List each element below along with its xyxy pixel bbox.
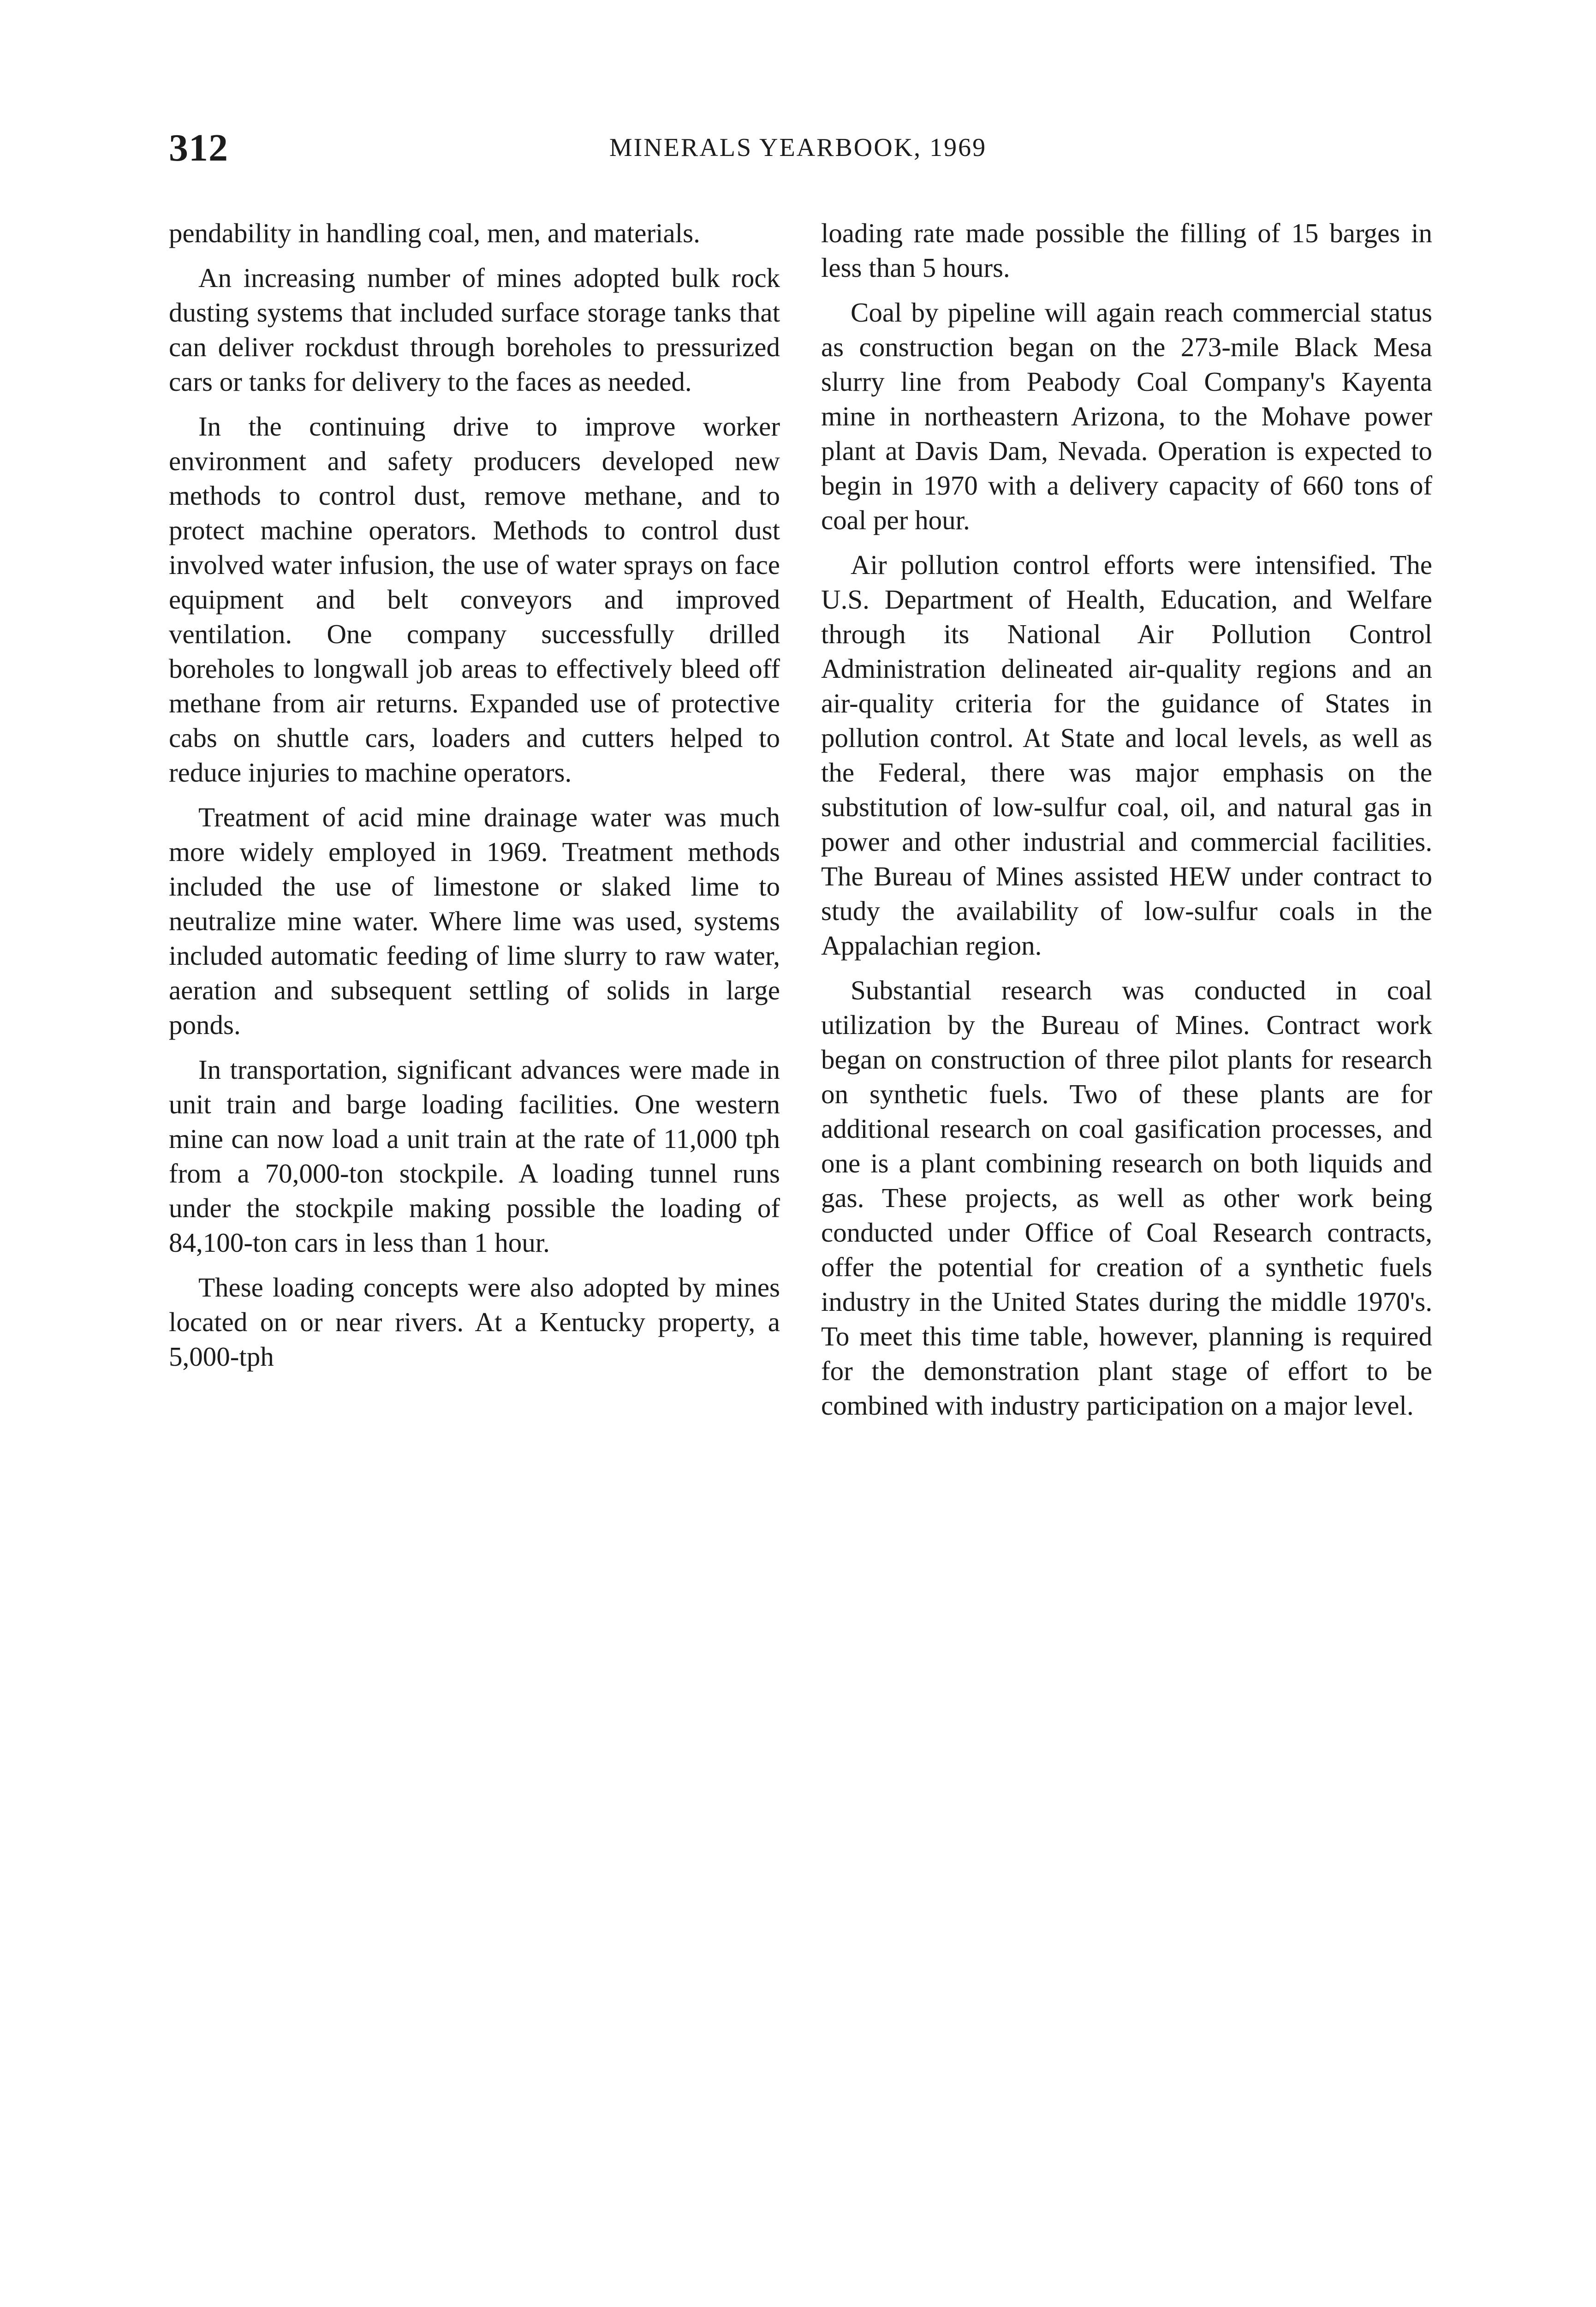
paragraph: Treatment of acid mine drainage water was much more widely employed in 1969. Treatment methods included the use of limestone or slaked lime to neutralize mine water. Where lime was used, systems included automatic feeding of lime slurry to raw water, aeration and subsequent settling of solids in large ponds.: [169, 802, 780, 1040]
right-column: [821, 216, 1432, 1433]
paragraph: These loading concepts were also adopted by mines located on or near rivers. At a Kentucky property, a 5,000-tph: [169, 1272, 780, 1372]
paragraph: In transportation, significant advances were made in unit train and barge loading facilities. One western mine can now load a unit train at the rate of 11,000 tph from a 70,000-ton stockpile. A loading tunnel runs under the stockpile making possible the loading of 84,100-ton cars in less than 1 hour.: [169, 1054, 780, 1258]
paragraph: pendability in handling coal, men, and materials.: [169, 218, 700, 248]
paragraph: Substantial research was conducted in coal utilization by the Bureau of Mines. Contract work began on construction of three pilot plants for research on synthetic fuels. Two of these plants are for additional research on coal gasification processes, and one is a plant combining research on both liquids and gas. These projects, as well as other work being conducted under Office of Coal Research contracts, offer the potential for creation of a synthetic fuels industry in the United States during the middle 1970's. To meet this time table, however, planning is required for the demonstration plant stage of effort to be combined with industry participation on a major level.: [821, 975, 1432, 1421]
paragraph: In the continuing drive to improve worker environment and safety producers developed new methods to control dust, remove methane, and to protect machine operators. Methods to control dust involved water infusion, the use of water sprays on face equipment and belt conveyors and improved ventilation. One company successfully drilled boreholes to longwall job areas to effectively bleed off methane from air returns. Expanded use of protective cabs on shuttle cars, loaders and cutters helped to reduce injuries to machine operators.: [169, 411, 780, 788]
paragraph: Air pollution control efforts were intensified. The U.S. Department of Health, Education, and Welfare through its National Air Pollution Control Administration delineated air-quality regions and an air-quality criteria for the guidance of States in pollution control. At State and local levels, as well as the Federal, there was major emphasis on the substitution of low-sulfur coal, oil, and natural gas in power and other industrial and commercial facilities. The Bureau of Mines assisted HEW under contract to study the availability of low-sulfur coals in the Appalachian region.: [821, 550, 1432, 961]
paragraph: loading rate made possible the filling of 15 barges in less than 5 hours.: [821, 218, 1432, 283]
paragraph: Coal by pipeline will again reach commercial status as construction began on the 273-mile Black Mesa slurry line from Peabody Coal Company's Kayenta mine in northeastern Arizona, to the Mohave power plant at Davis Dam, Nevada. Operation is expected to begin in 1970 with a delivery capacity of 660 tons of coal per hour.: [821, 297, 1432, 535]
running-title: MINERALS YEARBOOK, 1969: [609, 133, 987, 162]
paragraph: An increasing number of mines adopted bulk rock dusting systems that included surface storage tanks that can deliver rockdust through boreholes to pressurized cars or tanks for delivery to the faces as needed.: [169, 263, 780, 397]
page-number: 312: [169, 126, 228, 169]
left-column: [169, 216, 780, 1384]
